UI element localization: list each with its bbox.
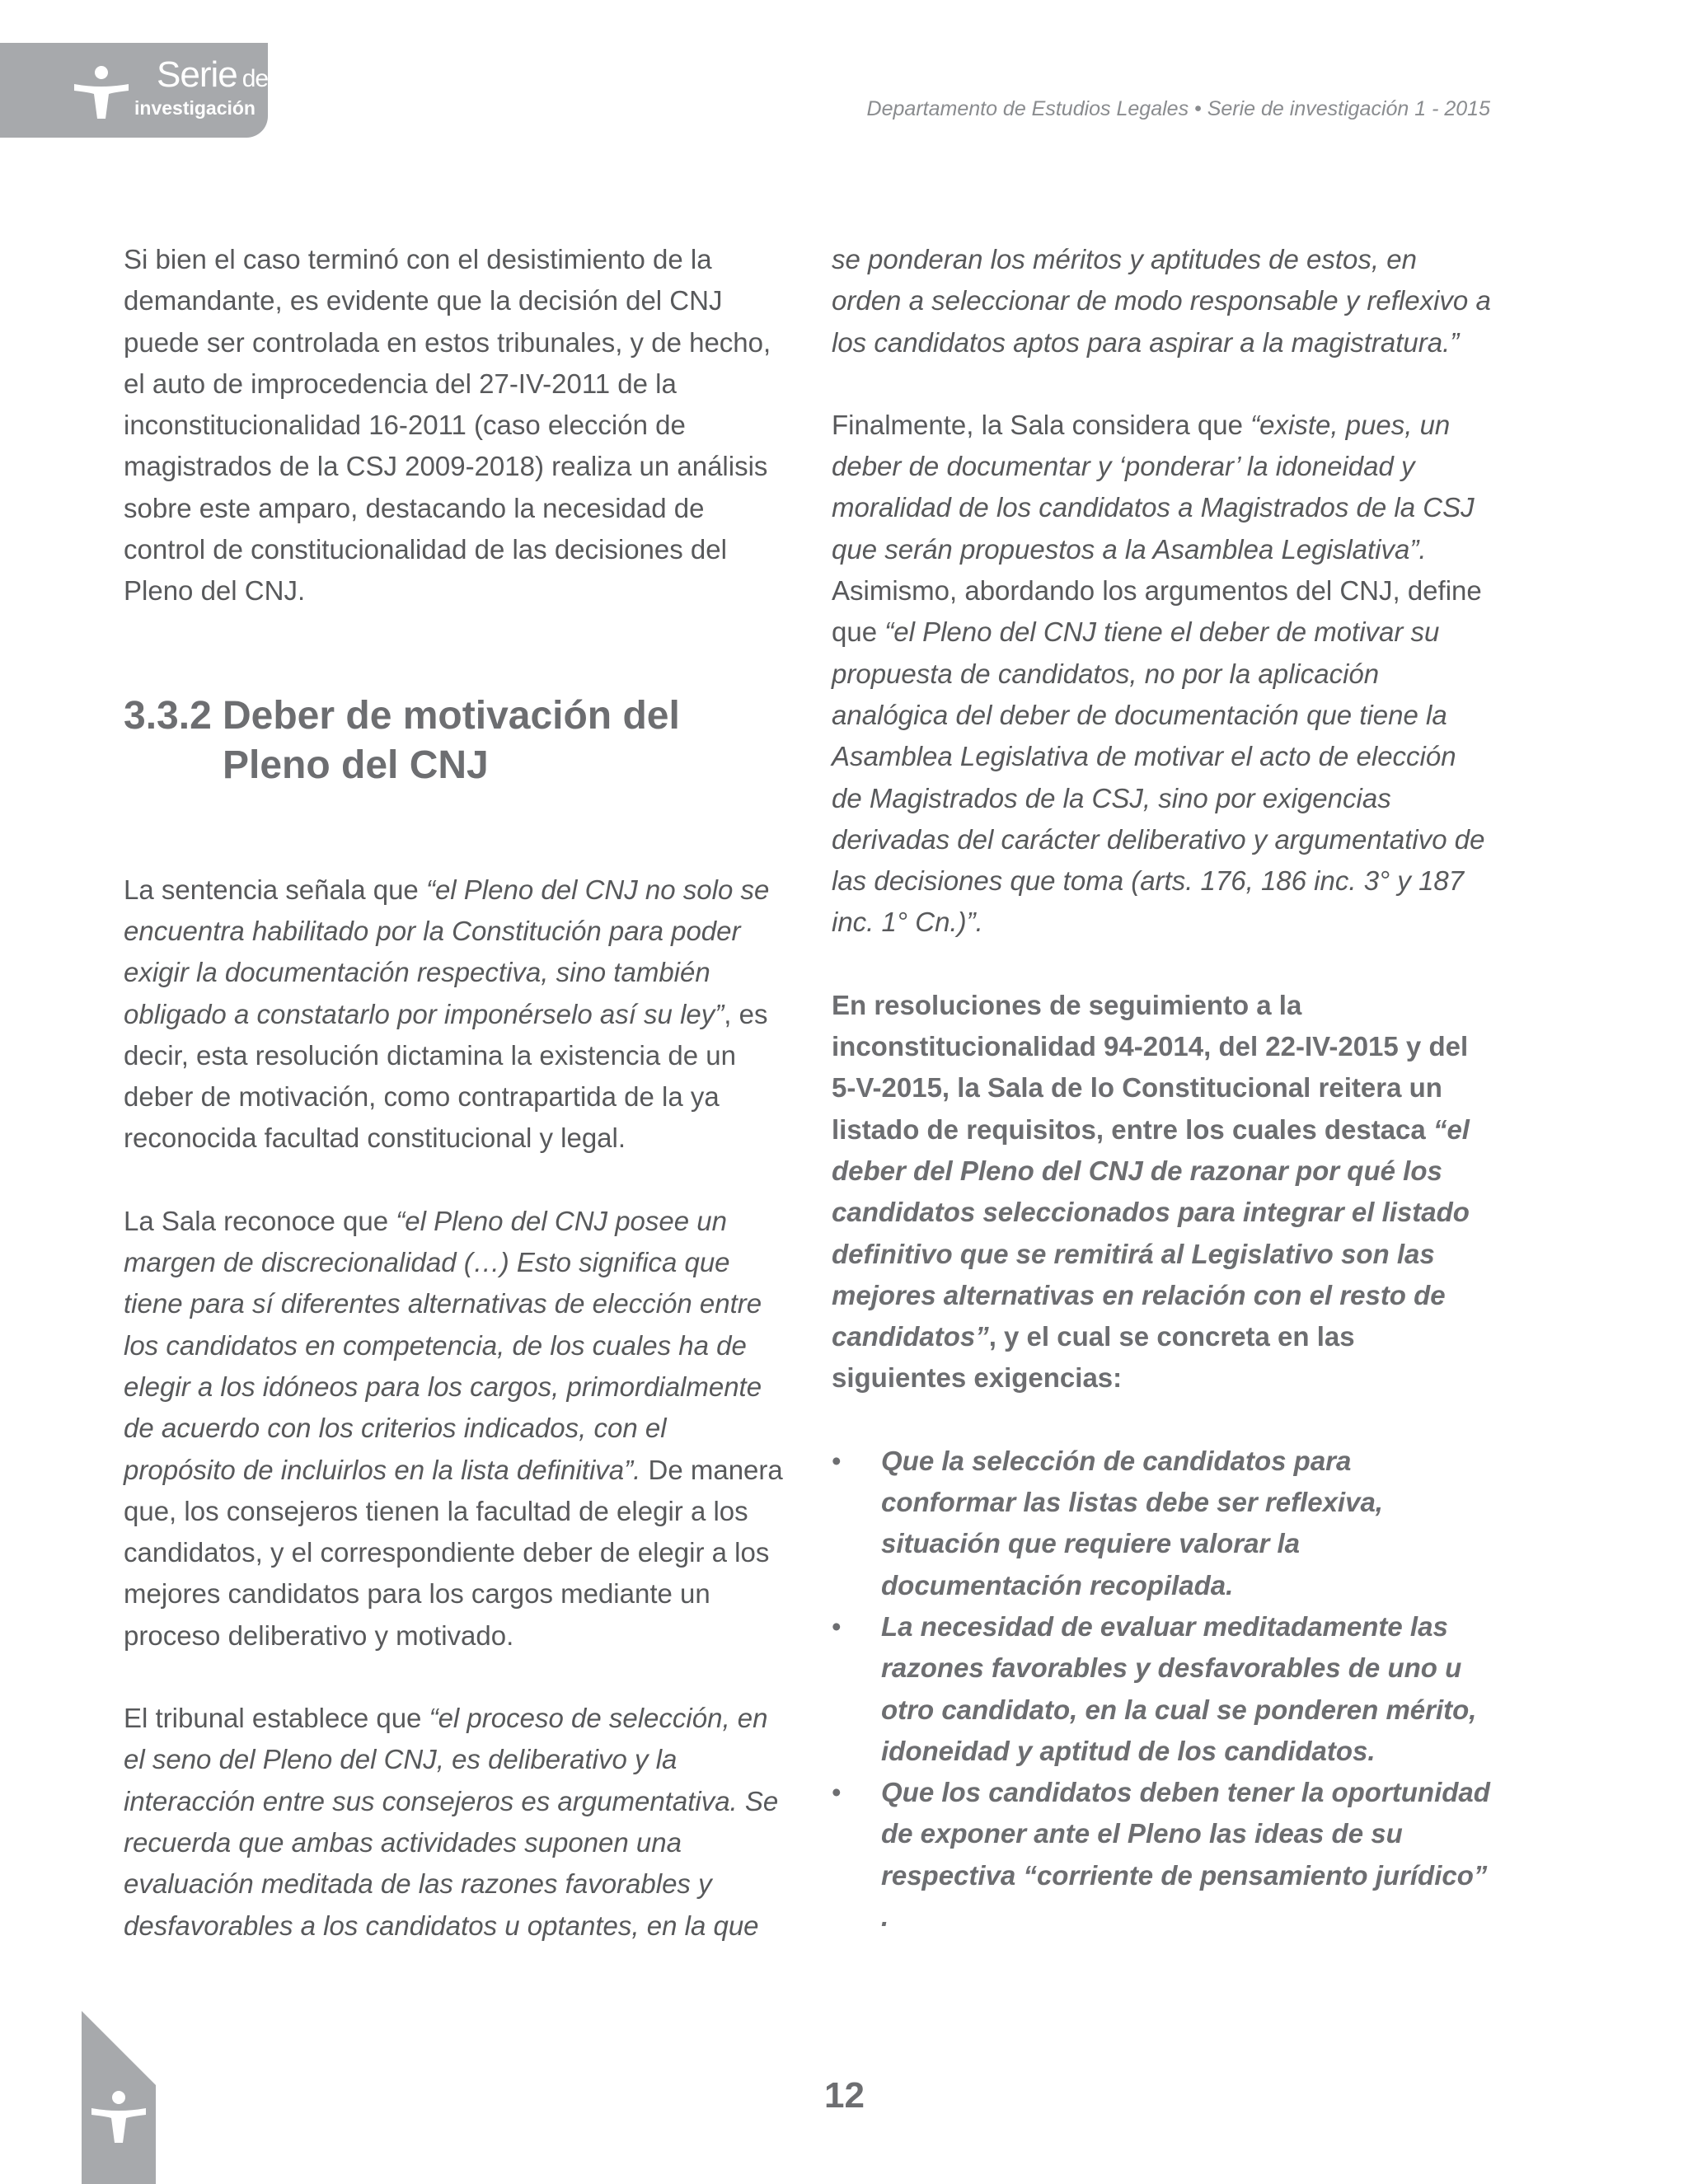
section-number: 3.3.2 [124, 693, 212, 738]
paragraph: Finalmente, la Sala considera que “existe, pues, un deber de documentar y ‘ponderar’ la idoneidad y moralidad de los candidatos a Magistrados de la CSJ que serán propuestos a la Asamblea Legislativa”. Asimismo, abordando los argumentos del CNJ, define que “el Pleno del CNJ tiene el deber de motivar su propuesta de candidatos, no por la aplicación analógica del deber de documentación que tiene la Asamblea Legislativa de motivar el acto de elección de Magistrados de la CSJ, sino por exigencias derivadas del carácter deliberativo y argumentativo de las decisiones que toma (arts. 176, 186 inc. 3° y 187 inc. 1° Cn.)”. [832, 409, 1485, 938]
section-title: Deber de motivación del Pleno del CNJ [223, 693, 680, 787]
list-item: • Que la selección de candidatos para conformar las listas debe ser reflexiva, situación que requiere valorar la documentación recopilada. [832, 1441, 1491, 1606]
paragraph: El tribunal establece que “el proceso de selección, en el seno del Pleno del CNJ, es deliberativo y la interacción entre sus consejeros es argumentativa. Se recuerda que ambas actividades suponen una evaluación meditada de las razones favorables y desfavorables a los candidatos u optantes, en la que [124, 1703, 779, 1941]
paragraph: En resoluciones de seguimiento a la inconstitucionalidad 94-2014, del 22-IV-2015 y del 5-V-2015, la Sala de lo Constitucional reitera un listado de requisitos, entre los cuales destaca “el deber del Pleno del CNJ de razonar por qué los candidatos seleccionados para integrar el listado definitivo que se remitirá al Legislativo son las mejores alternativas en relación con el resto de candidatos”, y el cual se concreta en las siguientes exigencias: [832, 989, 1470, 1394]
requirements-list [832, 1441, 1491, 1938]
running-head: Departamento de Estudios Legales • Serie de investigación 1 - 2015 [866, 97, 1490, 120]
section-heading [124, 691, 783, 790]
paragraph: La sentencia señala que “el Pleno del CNJ no solo se encuentra habilitado por la Constitución para poder exigir la documentación respectiva, sino también obligado a constatarlo por imponérselo así su ley”, es decir, esta resolución dictamina la existencia de un deber de motivación, como contrapartida de la ya reconocida facultad constitucional y legal. [124, 874, 770, 1154]
quote: “el Pleno del CNJ no solo se encuentra habilitado por la Constitución para poder exigir la documentación respectiva, sino también obligado a constatarlo por imponérselo así su ley” [124, 874, 770, 1029]
series-subtitle: investigación [134, 97, 256, 119]
quote: “el Pleno del CNJ posee un margen de discrecionalidad (…) Esto significa que tiene para sí diferentes alternativas de elección entre los candidatos en competencia, de los cuales ha de elegir a los idóneos para los cargos, primordialmente de acuerdo con los criterios indicados, con el propósito de incluirlos en la lista definitiva”. [124, 1205, 762, 1485]
quote: “existe, pues, un deber de documentar y ‘ponderar’ la idoneidad y moralidad de los candidatos a Magistrados de la CSJ que serán propuestos a la Asamblea Legislativa”. [832, 409, 1475, 565]
quote: “el proceso de selección, en el seno del Pleno del CNJ, es deliberativo y la interacción entre sus consejeros es argumentativa. Se recuerda que ambas actividades suponen una evaluación meditada de las razones favorables y desfavorables a los candidatos u optantes, en la que [124, 1703, 779, 1941]
paragraph: se ponderan los méritos y aptitudes de estos, en orden a seleccionar de modo responsable y reflexivo a los candidatos aptos para aspirar a la magistratura.” [832, 244, 1491, 358]
quote: “el Pleno del CNJ tiene el deber de motivar su propuesta de candidatos, no por la aplicación analógica del deber de documentación que tiene la Asamblea Legislativa de motivar el acto de elección de Magistrados de la CSJ, sino por exigencias derivadas del carácter deliberativo y argumentativo de las decisiones que toma (arts. 176, 186 inc. 3° y 187 inc. 1° Cn.)”. [832, 616, 1485, 938]
series-title: Serie de [157, 54, 269, 95]
corner-decoration [82, 2011, 156, 2184]
right-column [832, 239, 1491, 1938]
left-column [124, 239, 783, 1988]
quote: “el deber del Pleno del CNJ de razonar por qué los candidatos seleccionados para integrar el listado definitivo que se remitirá al Legislativo son las mejores alternativas en relación con el resto de candidatos” [832, 1113, 1470, 1352]
list-item: • La necesidad de evaluar meditadamente las razones favorables y desfavorables de uno u otro candidato, en la cual se ponderen mérito, idoneidad y aptitud de los candidatos. [832, 1606, 1491, 1772]
list-item: • Que los candidatos deben tener la oportunidad de exponer ante el Pleno las ideas de su respectiva “corriente de pensamiento jurídico” . [832, 1772, 1491, 1938]
person-cross-icon [73, 64, 130, 122]
page-number: 12 [824, 2075, 865, 2116]
paragraph: Si bien el caso terminó con el desistimiento de la demandante, es evidente que la decisión del CNJ puede ser controlada en estos tribunales, y de hecho, el auto de improcedencia del 27-IV-2011 de la inconstitucionalidad 16-2011 (caso elección de magistrados de la CSJ 2009-2018) realiza un análisis sobre este amparo, destacando la necesidad de control de constitucionalidad de las decisiones del Pleno del CNJ. [124, 244, 771, 607]
series-tab [0, 43, 268, 138]
paragraph: La Sala reconoce que “el Pleno del CNJ posee un margen de discrecionalidad (…) Esto significa que tiene para sí diferentes alternativas de elección entre los candidatos en competencia, de los cuales ha de elegir a los idóneos para los cargos, primordialmente de acuerdo con los criterios indicados, con el propósito de incluirlos en la lista definitiva”. De manera que, los consejeros tienen la facultad de elegir a los candidatos, y el correspondiente deber de elegir a los mejores candidatos para los cargos mediante un proceso deliberativo y motivado. [124, 1205, 783, 1651]
